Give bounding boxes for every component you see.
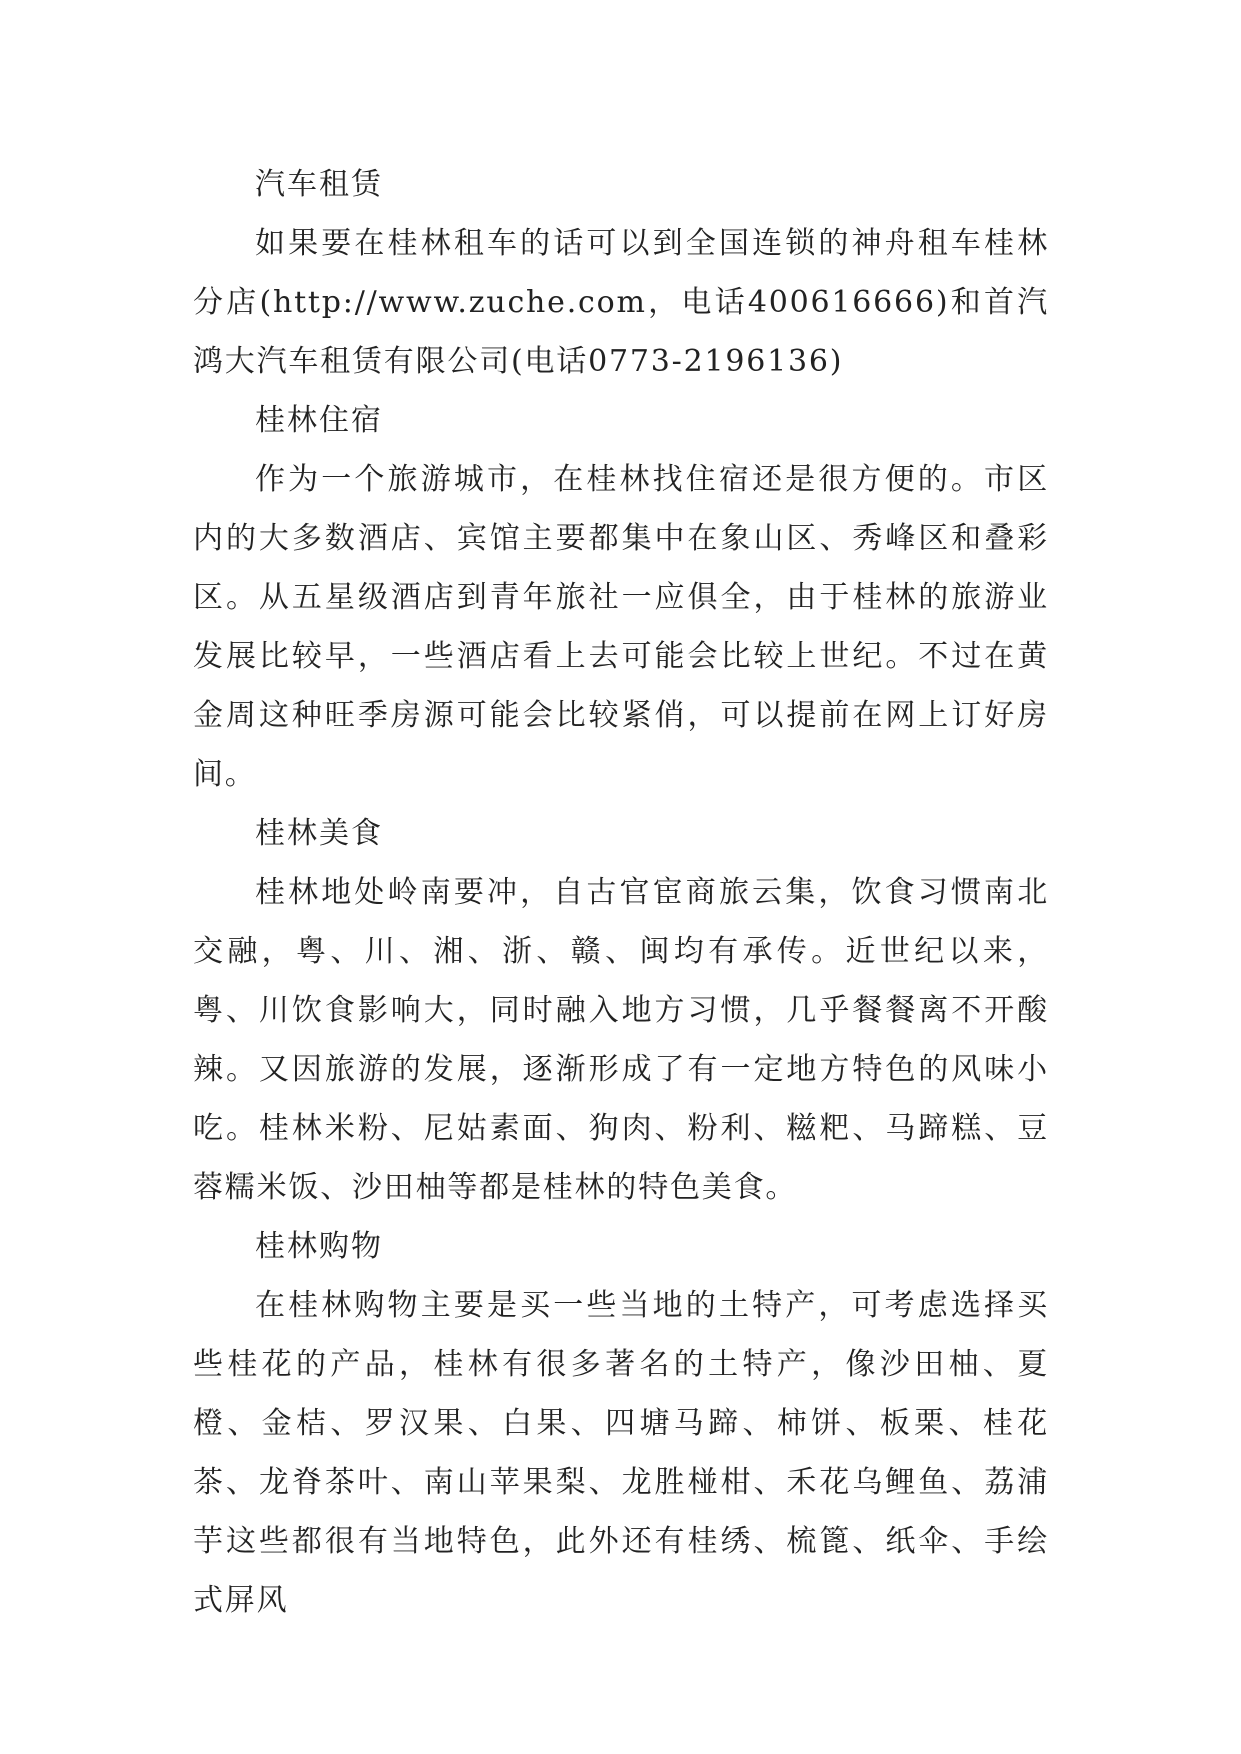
- paragraph-car-rental: 如果要在桂林租车的话可以到全国连锁的神舟租车桂林分店(http://www.zuche.com，电话400616666)和首汽鸿大汽车租赁有限公司(电话0773-2196136): [193, 226, 1049, 379]
- paragraph-shopping: 在桂林购物主要是买一些当地的土特产，可考虑选择买些桂花的产品，桂林有很多著名的土特产，像沙田柚、夏橙、金桔、罗汉果、白果、四塘马蹄、柿饼、板栗、桂花茶、龙脊茶叶、南山苹果梨、龙胜椪柑、禾花乌鲤鱼、荔浦芋这些都很有当地特色，此外还有桂绣、梳篦、纸伞、手绘式屏风: [193, 1288, 1049, 1618]
- section-heading-food: 桂林美食: [255, 816, 383, 851]
- paragraph-food: 桂林地处岭南要冲，自古官宦商旅云集，饮食习惯南北交融，粤、川、湘、浙、赣、闽均有承传。近世纪以来，粤、川饮食影响大，同时融入地方习惯，几乎餐餐离不开酸辣。又因旅游的发展，逐渐形成了有一定地方特色的风味小吃。桂林米粉、尼姑素面、狗肉、粉利、糍粑、马蹄糕、豆蓉糯米饭、沙田柚等都是桂林的特色美食。: [193, 875, 1049, 1205]
- section-heading-shopping: 桂林购物: [255, 1229, 383, 1264]
- section-heading-car-rental: 汽车租赁: [255, 167, 383, 202]
- section-heading-accommodation: 桂林住宿: [255, 403, 383, 438]
- document-body: [193, 155, 1049, 1630]
- paragraph-accommodation: 作为一个旅游城市，在桂林找住宿还是很方便的。市区内的大多数酒店、宾馆主要都集中在象山区、秀峰区和叠彩区。从五星级酒店到青年旅社一应俱全，由于桂林的旅游业发展比较早，一些酒店看上去可能会比较上世纪。不过在黄金周这种旺季房源可能会比较紧俏，可以提前在网上订好房间。: [193, 462, 1049, 792]
